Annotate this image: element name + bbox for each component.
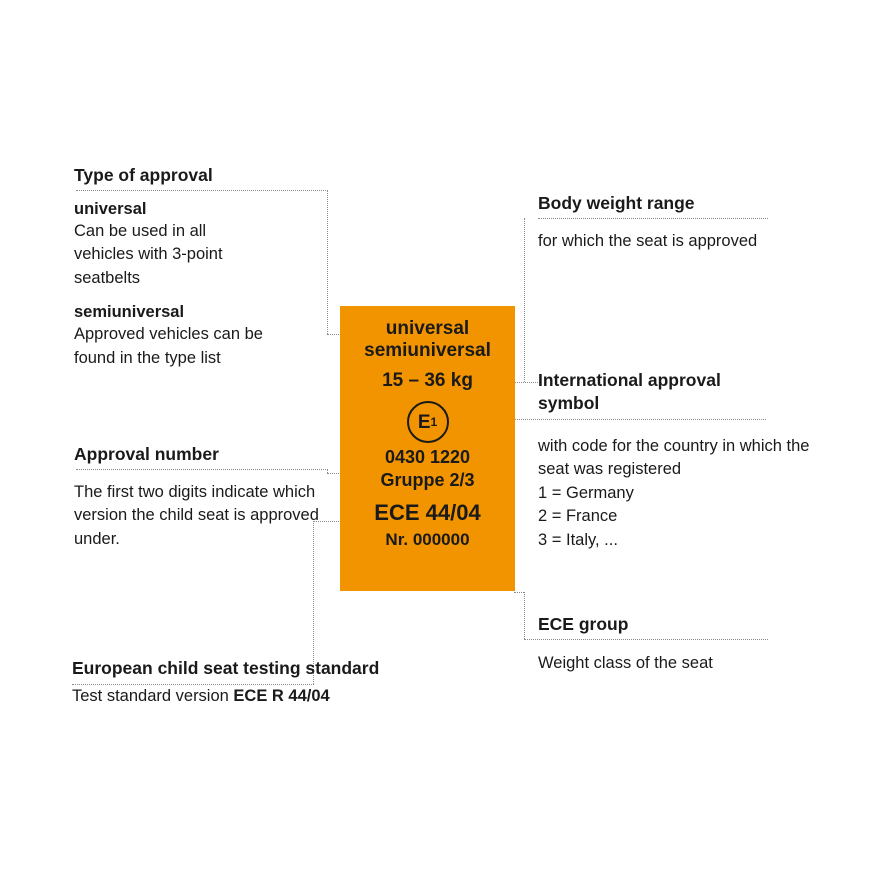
callout-country-code-3: 3 = Italy, ... <box>538 530 618 549</box>
callout-type-of-approval <box>74 165 324 370</box>
approval-label-card <box>340 306 515 591</box>
callout-international-symbol-title-line2: symbol <box>538 393 600 413</box>
callout-universal-label: universal <box>74 200 147 218</box>
callout-country-code-2: 2 = France <box>538 507 618 526</box>
callout-ece-group-text: Weight class of the seat <box>538 654 713 672</box>
label-line-group: Gruppe 2/3 <box>380 470 475 491</box>
label-line-standard: ECE 44/04 <box>374 499 481 525</box>
connector-type-of-approval-into-label <box>327 334 341 335</box>
label-line-weight-range: 15 – 36 kg <box>382 369 473 391</box>
connector-approval-number-into-label <box>327 473 341 474</box>
callout-testing-standard-text-bold: ECE R 44/04 <box>233 687 330 705</box>
callout-testing-standard-text <box>72 685 452 708</box>
callout-body-weight-range-text: for which the seat is approved <box>538 232 758 250</box>
connector-ece-group-into-label <box>514 592 524 593</box>
connector-body-weight-into-label <box>514 382 538 383</box>
label-line-semiuniversal: semiuniversal <box>364 340 491 362</box>
label-line-serial: Nr. 000000 <box>385 529 470 549</box>
callout-international-symbol-text: with code for the country in which the seat was registered <box>538 437 810 479</box>
callout-type-of-approval-title: Type of approval <box>74 165 213 185</box>
callout-international-symbol-title-line1: International approval <box>538 370 721 390</box>
e-mark-letter: E <box>417 411 431 433</box>
callout-semiuniversal-label: semiuniversal <box>74 303 185 322</box>
connector-type-of-approval-vertical <box>327 190 328 334</box>
connector-ece-group-vertical <box>524 592 525 639</box>
callout-body-weight-range <box>538 193 838 253</box>
callout-ece-group <box>538 614 838 675</box>
callout-international-symbol <box>538 370 838 552</box>
e-mark-country-number: 1 <box>430 415 438 430</box>
callout-body-weight-range-title: Body weight range <box>538 193 695 213</box>
callout-approval-number-title: Approval number <box>74 444 219 464</box>
label-line-universal: universal <box>385 318 470 339</box>
callout-approval-number <box>74 444 324 551</box>
callout-testing-standard-title: European child seat testing standard <box>72 658 380 678</box>
connector-body-weight-vertical <box>524 218 525 382</box>
callout-country-code-1: 1 = Germany <box>538 483 634 502</box>
callout-testing-standard-text-prefix: Test standard version <box>72 687 234 705</box>
callout-semiuniversal-text: Approved vehicles can be found in the type list <box>74 325 263 367</box>
callout-testing-standard <box>72 658 452 708</box>
callout-approval-number-text: The first two digits indicate which version the child seat is approved under. <box>74 483 319 548</box>
e-mark-icon <box>407 401 449 443</box>
label-line-approval-number: 0430 1220 <box>384 447 471 468</box>
callout-universal-text: Can be used in all vehicles with 3-point seatbelts <box>74 222 223 287</box>
callout-ece-group-title: ECE group <box>538 614 629 634</box>
